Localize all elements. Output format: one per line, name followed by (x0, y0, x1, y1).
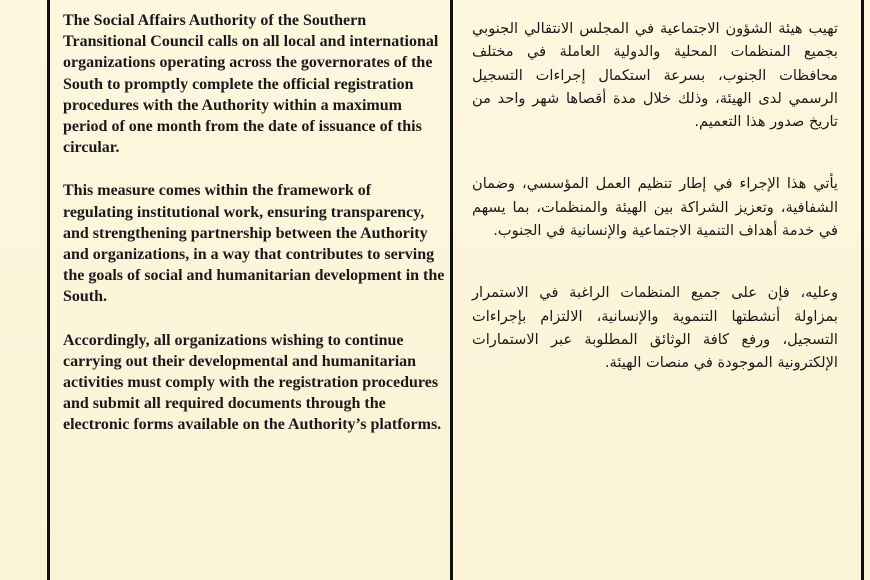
english-paragraph-2: This measure comes within the framework of regulating institutional work, ensuring transparency, and strengthening partnership between the Authority and organizations, in a way that contributes to serving the goals of social and humanitarian development in the South. (63, 182, 445, 306)
center-divider-line (450, 0, 453, 580)
english-column (63, 10, 445, 436)
right-border-line (861, 0, 864, 580)
arabic-paragraph-1: تهيب هيئة الشؤون الاجتماعية في المجلس الانتقالي الجنوبي بجميع المنظمات المحلية والدولية العاملة في مختلف محافظات الجنوب، بسرعة استكمال إجراءات التسجيل الرسمي لدى الهيئة، وذلك خلال مدة أقصاها شهر واحد من تاريخ صدور هذا التعميم. (472, 20, 838, 131)
left-border-line (47, 0, 50, 580)
arabic-paragraph-3: وعليه، فإن على جميع المنظمات الراغبة في الاستمرار بمزاولة أنشطتها التنموية والإنسانية، الالتزام بإجراءات التسجيل، ورفع كافة الوثائق المطلوبة عبر الاستمارات الإلكترونية الموجودة في منصات الهيئة. (472, 284, 838, 372)
arabic-column (472, 17, 838, 375)
arabic-paragraph-2: يأتي هذا الإجراء في إطار تنظيم العمل المؤسسي، وضمان الشفافية، وتعزيز الشراكة بين الهيئة والمنظمات، بما يسهم في خدمة أهداف التنمية الاجتماعية والإنسانية في الجنوب. (472, 175, 838, 240)
english-paragraph-1: The Social Affairs Authority of the Southern Transitional Council calls on all local and international organizations operating across the governorates of the South to promptly complete the official registration procedures with the Authority within a maximum period of one month from the date of issuance of this circular. (63, 12, 439, 157)
english-paragraph-3: Accordingly, all organizations wishing to continue carrying out their developmental and humanitarian activities must comply with the registration procedures and submit all required documents through the electronic forms available on the Authority’s platforms. (63, 331, 442, 434)
